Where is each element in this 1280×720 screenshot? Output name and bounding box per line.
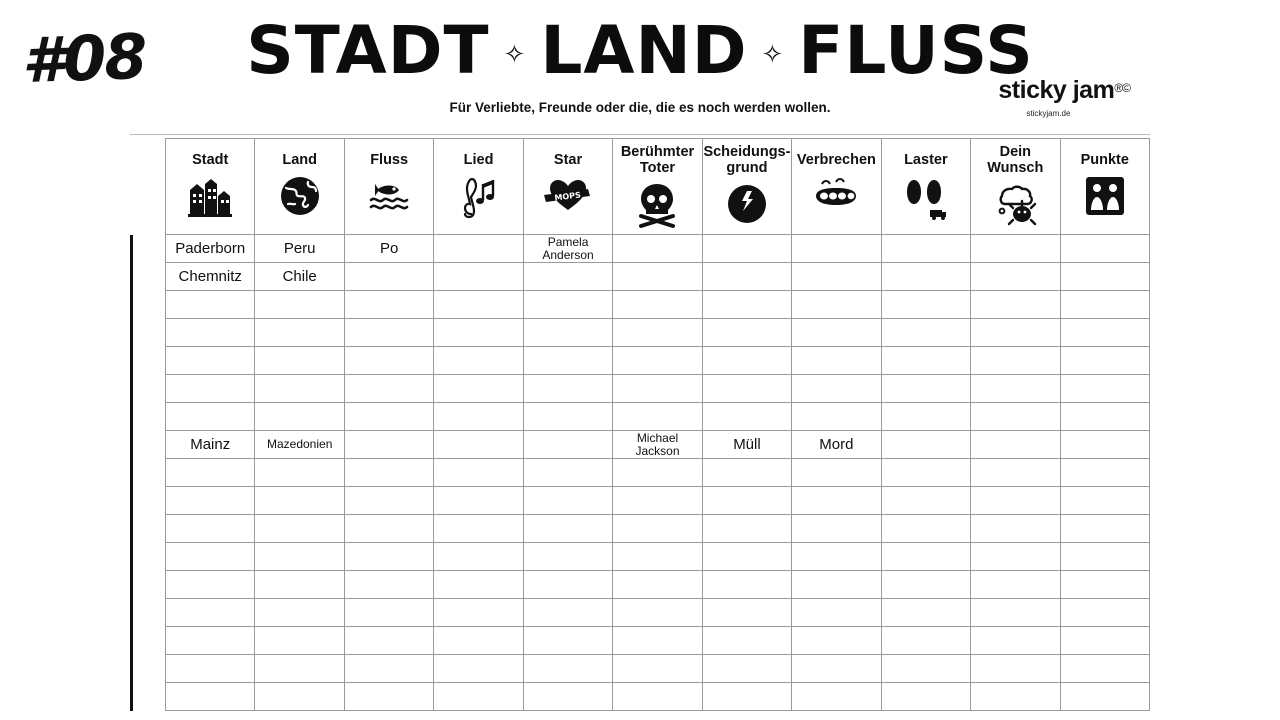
answer-cell[interactable] (523, 683, 612, 711)
answer-cell[interactable] (881, 487, 970, 515)
answer-cell[interactable] (434, 235, 523, 263)
answer-cell[interactable] (344, 431, 433, 459)
answer-cell[interactable] (702, 543, 791, 571)
column-label: Berühmter Toter (620, 144, 695, 176)
answer-cell[interactable] (255, 375, 344, 403)
answer-cell[interactable] (255, 319, 344, 347)
answer-cell[interactable] (613, 599, 702, 627)
answer-cell[interactable] (523, 571, 612, 599)
star-divider-icon-2: ✧ (761, 40, 785, 70)
answer-cell[interactable] (434, 683, 523, 711)
answer-cell[interactable] (613, 487, 702, 515)
answer-cell[interactable] (971, 263, 1060, 291)
answer-cell[interactable] (1060, 515, 1149, 543)
row-gutter (132, 235, 166, 263)
answer-cell[interactable] (523, 515, 612, 543)
answer-cell[interactable] (523, 599, 612, 627)
answer-cell[interactable] (971, 319, 1060, 347)
table-row (132, 347, 1150, 375)
answer-cell[interactable] (971, 683, 1060, 711)
treble-clef-notes-icon (453, 170, 505, 222)
answer-cell[interactable] (166, 347, 255, 375)
brass-knuckles-icon (810, 170, 862, 222)
answer-cell[interactable] (166, 655, 255, 683)
broken-heart-icon (721, 178, 773, 230)
answer-cell[interactable] (702, 459, 791, 487)
answer-cell[interactable] (702, 263, 791, 291)
answer-cell[interactable] (702, 235, 791, 263)
thought-bubble-bug-icon (989, 178, 1041, 230)
answer-cell[interactable] (434, 375, 523, 403)
table-row (132, 599, 1150, 627)
answer-cell[interactable]: Mazedonien (255, 431, 344, 459)
answer-cell[interactable] (702, 403, 791, 431)
answer-cell[interactable] (881, 655, 970, 683)
answer-cell[interactable] (971, 235, 1060, 263)
column-label: Verbrechen (796, 151, 876, 168)
answer-cell[interactable] (1060, 235, 1149, 263)
answer-cell[interactable] (523, 459, 612, 487)
answer-cell[interactable] (523, 347, 612, 375)
answer-cell[interactable]: Pamela Anderson (523, 235, 612, 263)
answer-cell[interactable] (792, 459, 881, 487)
answer-cell[interactable] (792, 319, 881, 347)
column-label: Punkte (1080, 151, 1129, 168)
answer-cell[interactable] (881, 319, 970, 347)
answer-cell[interactable] (613, 235, 702, 263)
row-gutter (132, 319, 166, 347)
answer-cell[interactable] (971, 543, 1060, 571)
heart-banner-icon (542, 170, 594, 222)
answer-cell[interactable] (344, 263, 433, 291)
answer-cell[interactable] (702, 599, 791, 627)
answer-cell[interactable] (613, 403, 702, 431)
answer-cell[interactable]: Paderborn (166, 235, 255, 263)
answer-cell[interactable] (1060, 459, 1149, 487)
answer-cell[interactable] (523, 263, 612, 291)
answer-cell[interactable] (613, 319, 702, 347)
answer-cell[interactable] (1060, 347, 1149, 375)
answer-cell[interactable] (702, 655, 791, 683)
title-word-stadt: STADT (246, 12, 490, 89)
answer-cell[interactable] (434, 655, 523, 683)
column-label: Scheidungs- grund (703, 144, 791, 176)
answer-cell[interactable] (1060, 655, 1149, 683)
answer-cell[interactable]: Peru (255, 235, 344, 263)
answer-cell[interactable] (792, 599, 881, 627)
table-row (132, 235, 1150, 263)
answer-cell[interactable] (344, 655, 433, 683)
column-label: Star (553, 151, 583, 168)
answer-cell[interactable] (881, 235, 970, 263)
answer-cell[interactable] (1060, 375, 1149, 403)
answer-cell[interactable] (881, 431, 970, 459)
grid-body (132, 235, 1150, 711)
title-word-land: LAND (540, 12, 748, 89)
answer-cell[interactable] (523, 655, 612, 683)
answer-cell[interactable] (344, 375, 433, 403)
answer-cell[interactable] (523, 431, 612, 459)
answer-cell[interactable] (702, 683, 791, 711)
skull-crossbones-icon (631, 178, 683, 230)
answer-cell[interactable] (881, 291, 970, 319)
answer-cell[interactable] (166, 291, 255, 319)
answer-cell[interactable] (971, 627, 1060, 655)
answer-cell[interactable] (434, 599, 523, 627)
answer-cell[interactable] (434, 431, 523, 459)
answer-cell[interactable] (613, 543, 702, 571)
answer-cell[interactable] (971, 291, 1060, 319)
answer-cell[interactable] (1060, 487, 1149, 515)
answer-cell[interactable] (881, 543, 970, 571)
row-gutter (132, 655, 166, 683)
answer-cell[interactable] (792, 515, 881, 543)
answer-cell[interactable] (523, 319, 612, 347)
answer-cell[interactable] (702, 571, 791, 599)
column-header-stadt (166, 139, 255, 235)
answer-cell[interactable] (166, 375, 255, 403)
answer-cell[interactable] (523, 627, 612, 655)
answer-cell[interactable] (1060, 543, 1149, 571)
answer-cell[interactable] (702, 487, 791, 515)
answer-cell[interactable] (613, 515, 702, 543)
fish-waves-icon (363, 170, 415, 222)
column-label: Stadt (192, 151, 229, 168)
answer-cell[interactable] (434, 291, 523, 319)
row-gutter (132, 543, 166, 571)
city-buildings-icon (184, 170, 236, 222)
answer-cell[interactable] (255, 347, 344, 375)
answer-cell[interactable] (613, 375, 702, 403)
answer-grid (130, 138, 1150, 711)
answer-cell[interactable] (971, 347, 1060, 375)
answer-cell[interactable] (881, 403, 970, 431)
answer-cell[interactable] (434, 347, 523, 375)
brand-url: stickyjam.de (1026, 109, 1071, 118)
answer-cell[interactable] (523, 403, 612, 431)
column-label: Fluss (370, 151, 409, 168)
answer-cell[interactable] (344, 347, 433, 375)
column-header-scheidungsgrund (702, 139, 791, 235)
answer-cell[interactable] (166, 459, 255, 487)
answer-cell[interactable] (255, 459, 344, 487)
answer-cell[interactable] (1060, 627, 1149, 655)
answer-cell[interactable] (881, 347, 970, 375)
column-header-beruehmter-toter (613, 139, 702, 235)
footprints-truck-icon (900, 170, 952, 222)
answer-cell[interactable] (166, 487, 255, 515)
title-block (246, 12, 1034, 115)
answer-cell[interactable] (523, 291, 612, 319)
answer-cell[interactable] (434, 627, 523, 655)
answer-cell[interactable] (613, 291, 702, 319)
row-gutter (132, 375, 166, 403)
answer-cell[interactable] (613, 263, 702, 291)
column-header-land (255, 139, 344, 235)
table-row (132, 683, 1150, 711)
answer-cell[interactable] (613, 459, 702, 487)
table-row (132, 291, 1150, 319)
globe-icon (274, 170, 326, 222)
column-header-verbrechen (792, 139, 881, 235)
answer-cell[interactable] (792, 263, 881, 291)
table-row (132, 515, 1150, 543)
answer-cell[interactable] (613, 627, 702, 655)
answer-cell[interactable] (523, 543, 612, 571)
row-gutter (132, 515, 166, 543)
answer-cell[interactable] (344, 459, 433, 487)
answer-cell[interactable] (613, 655, 702, 683)
answer-cell[interactable] (434, 543, 523, 571)
row-gutter (132, 403, 166, 431)
answer-cell[interactable] (792, 487, 881, 515)
table-row (132, 655, 1150, 683)
answer-cell[interactable]: Michael Jackson (613, 431, 702, 459)
answer-cell[interactable] (702, 375, 791, 403)
top-rule (130, 134, 1150, 135)
brand-name: sticky jam (998, 76, 1115, 104)
answer-cell[interactable] (881, 515, 970, 543)
answer-cell[interactable] (344, 319, 433, 347)
answer-cell[interactable] (971, 571, 1060, 599)
answer-cell[interactable] (792, 627, 881, 655)
answer-cell[interactable] (255, 571, 344, 599)
column-header-laster (881, 139, 970, 235)
answer-cell[interactable] (434, 459, 523, 487)
answer-cell[interactable] (344, 683, 433, 711)
answer-cell[interactable] (792, 683, 881, 711)
answer-cell[interactable] (971, 431, 1060, 459)
answer-cell[interactable] (702, 347, 791, 375)
answer-cell[interactable]: Mord (792, 431, 881, 459)
answer-cell[interactable] (792, 291, 881, 319)
answer-cell[interactable] (255, 627, 344, 655)
answer-cell[interactable] (255, 655, 344, 683)
row-gutter (132, 487, 166, 515)
answer-cell[interactable] (971, 655, 1060, 683)
answer-cell[interactable] (344, 487, 433, 515)
row-gutter (132, 347, 166, 375)
table-row (132, 375, 1150, 403)
answer-cell[interactable] (881, 459, 970, 487)
grid-header-row (132, 139, 1150, 235)
answer-cell[interactable] (255, 403, 344, 431)
page-title (246, 12, 1034, 89)
answer-cell[interactable] (881, 599, 970, 627)
answer-cell[interactable] (166, 403, 255, 431)
answer-cell[interactable] (1060, 263, 1149, 291)
column-header-star (523, 139, 612, 235)
title-word-fluss: FLUSS (798, 12, 1034, 89)
row-gutter (132, 627, 166, 655)
table-row (132, 543, 1150, 571)
answer-cell[interactable] (344, 403, 433, 431)
table-row (132, 431, 1150, 459)
row-gutter (132, 683, 166, 711)
answer-cell[interactable] (166, 683, 255, 711)
answer-cell[interactable] (523, 375, 612, 403)
answer-cell[interactable] (792, 235, 881, 263)
column-label: Lied (463, 151, 494, 168)
answer-cell[interactable] (702, 291, 791, 319)
answer-cell[interactable] (344, 571, 433, 599)
column-label: Dein Wunsch (987, 144, 1044, 176)
answer-cell[interactable] (344, 627, 433, 655)
answer-cell[interactable]: Mainz (166, 431, 255, 459)
answer-cell[interactable] (613, 571, 702, 599)
answer-cell[interactable] (255, 599, 344, 627)
sheet-number: #08 (20, 19, 147, 98)
answer-cell[interactable] (166, 599, 255, 627)
answer-cell[interactable] (792, 375, 881, 403)
answer-cell[interactable] (971, 599, 1060, 627)
table-row (132, 459, 1150, 487)
answer-cell[interactable] (971, 515, 1060, 543)
column-header-lied (434, 139, 523, 235)
column-header-punkte (1060, 139, 1149, 235)
column-label: Laster (904, 151, 948, 168)
answer-cell[interactable] (255, 291, 344, 319)
table-row (132, 319, 1150, 347)
answer-cell[interactable] (1060, 683, 1149, 711)
answer-cell[interactable] (523, 487, 612, 515)
answer-cell[interactable] (434, 487, 523, 515)
answer-cell[interactable] (344, 543, 433, 571)
answer-cell[interactable] (1060, 319, 1149, 347)
answer-cell[interactable] (702, 627, 791, 655)
people-frame-icon (1079, 170, 1131, 222)
answer-cell[interactable] (1060, 599, 1149, 627)
answer-cell[interactable] (613, 347, 702, 375)
answer-cell[interactable] (434, 403, 523, 431)
answer-cell[interactable]: Chemnitz (166, 263, 255, 291)
column-header-fluss (344, 139, 433, 235)
row-gutter (132, 599, 166, 627)
table-row (132, 627, 1150, 655)
answer-cell[interactable] (881, 627, 970, 655)
row-gutter (132, 431, 166, 459)
subtitle: Für Verliebte, Freunde oder die, die es noch werden wollen. (449, 100, 831, 115)
answer-cell[interactable] (166, 543, 255, 571)
answer-cell[interactable] (792, 543, 881, 571)
answer-cell[interactable] (434, 263, 523, 291)
answer-cell[interactable] (166, 627, 255, 655)
row-gutter (132, 263, 166, 291)
answer-cell[interactable] (166, 571, 255, 599)
column-label: Land (282, 151, 317, 168)
answer-cell[interactable] (971, 375, 1060, 403)
answer-cell[interactable] (971, 459, 1060, 487)
answer-cell[interactable] (255, 515, 344, 543)
answer-cell[interactable] (1060, 571, 1149, 599)
star-divider-icon: ✧ (503, 40, 527, 70)
table-row (132, 571, 1150, 599)
answer-cell[interactable] (1060, 403, 1149, 431)
column-header-dein-wunsch (971, 139, 1060, 235)
answer-cell[interactable] (1060, 291, 1149, 319)
brand-trademark-icon: ®© (1114, 80, 1130, 95)
answer-cell[interactable] (255, 683, 344, 711)
answer-cell[interactable] (971, 403, 1060, 431)
answer-cell[interactable] (881, 263, 970, 291)
row-gutter (132, 291, 166, 319)
answer-cell[interactable]: Müll (702, 431, 791, 459)
answer-cell[interactable] (792, 571, 881, 599)
grid-corner (132, 139, 166, 235)
answer-cell[interactable] (702, 515, 791, 543)
answer-cell[interactable] (971, 487, 1060, 515)
answer-cell[interactable] (434, 571, 523, 599)
answer-cell[interactable] (344, 599, 433, 627)
answer-cell[interactable]: Po (344, 235, 433, 263)
answer-cell[interactable] (255, 543, 344, 571)
table-row (132, 487, 1150, 515)
svg-text:MOPS: MOPS (554, 190, 582, 203)
answer-cell[interactable] (344, 515, 433, 543)
answer-cell[interactable] (255, 487, 344, 515)
row-gutter (132, 459, 166, 487)
table-row (132, 263, 1150, 291)
answer-cell[interactable] (166, 515, 255, 543)
answer-cell[interactable] (344, 291, 433, 319)
answer-cell[interactable] (434, 319, 523, 347)
brand-logo (998, 76, 1130, 118)
answer-cell[interactable] (792, 403, 881, 431)
answer-cell[interactable] (702, 319, 791, 347)
answer-cell[interactable] (792, 347, 881, 375)
answer-cell[interactable] (1060, 431, 1149, 459)
answer-cell[interactable] (792, 655, 881, 683)
answer-cell[interactable]: Chile (255, 263, 344, 291)
answer-cell[interactable] (434, 515, 523, 543)
answer-cell[interactable] (613, 683, 702, 711)
answer-cell[interactable] (166, 319, 255, 347)
row-gutter (132, 571, 166, 599)
answer-cell[interactable] (881, 375, 970, 403)
table-row (132, 403, 1150, 431)
answer-cell[interactable] (881, 571, 970, 599)
answer-cell[interactable] (881, 683, 970, 711)
